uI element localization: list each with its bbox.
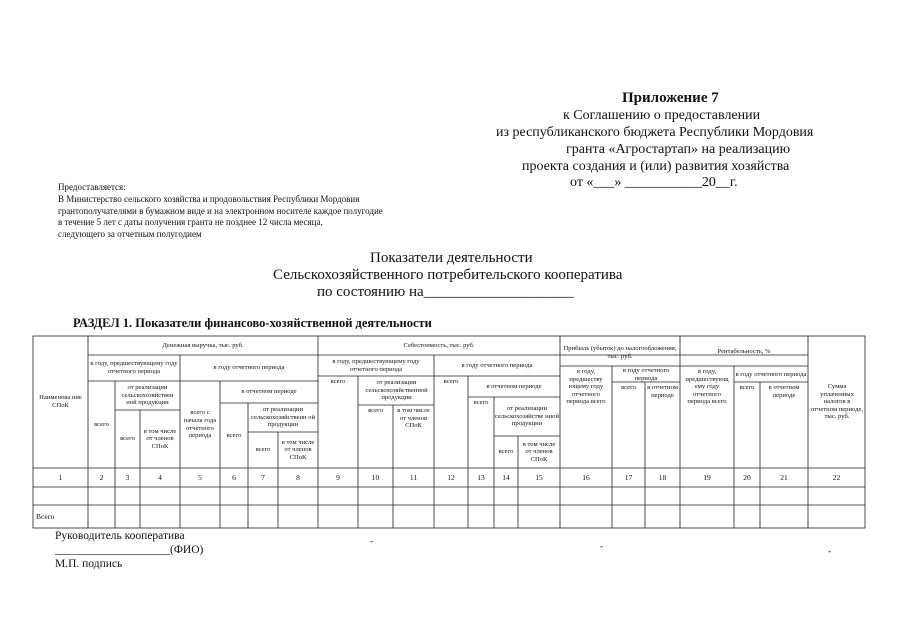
header-cost: Себестоимость, тыс. руб. [403, 341, 475, 349]
header-total: всего [330, 378, 346, 385]
header-total: всего [255, 446, 271, 454]
header-total: всего [621, 384, 636, 391]
column-number: 20 [743, 473, 751, 482]
column-number: 12 [447, 473, 455, 482]
submission-line: В Министерство сельского хозяйства и продовольствия Республики Мордовия [58, 193, 360, 204]
column-number: 8 [296, 473, 300, 482]
column-number: 4 [158, 473, 162, 482]
column-number: 2 [99, 473, 104, 482]
header-profit: Прибыль (убыток) до налогообложения, тыс. руб. [563, 345, 677, 360]
submission-line: грантополучателями в бумажном виде и на электронном носителе каждое полугодие [58, 205, 383, 216]
column-number: 7 [261, 473, 265, 482]
head-label: Руководитель кооператива [55, 530, 185, 542]
column-number: 21 [780, 473, 788, 482]
header-total: всего [443, 378, 459, 385]
header-incl-members: в том числе от членов СПоК [281, 438, 315, 461]
header-total: всего [473, 399, 489, 406]
header-total: всего [226, 431, 242, 439]
column-number: 22 [832, 473, 841, 482]
dash-mark: - [600, 541, 603, 551]
appendix-title: Приложение 7 [622, 90, 719, 106]
header-incl-members: в том числе от членов СПоК [397, 407, 430, 430]
header-cost-curr: в году отчетного периода [461, 361, 533, 369]
header-cost-prev: в году, предшествующему году отчетного периода [332, 357, 420, 373]
heading-line2: Сельскохозяйственного потребительского кооператива [273, 267, 623, 283]
column-number: 3 [125, 473, 130, 482]
total-row-label: Всего [36, 512, 55, 521]
column-number: 1 [58, 473, 63, 482]
header-prof-prev: в году, предшествующ ему году отчетного периода всего [685, 368, 729, 406]
header-profit-prev: в году, предшеству ющему году отчетного периода всего [566, 368, 606, 406]
header-prof-curr: в году отчетного периода [735, 370, 807, 378]
header-in-period: в отчетном периоде [768, 384, 800, 399]
header-sale-agri: от реализации сельскохозяйственн ой продукции [250, 406, 315, 429]
header-incl-members: в том числе от членов СПоК [522, 440, 556, 463]
header-incl-members: в том числе от членов СПоК [143, 427, 177, 450]
header-in-period: в отчетном периоде [241, 388, 297, 396]
column-number: 13 [477, 473, 485, 482]
appendix-line: гранта «Агростартап» на реализацию [566, 142, 791, 157]
column-number: 19 [703, 473, 711, 482]
heading-line3: по состоянию на____________________ [317, 284, 574, 300]
header-sale-agri: от реализации сельскохозяйствен ной продукции [121, 384, 174, 407]
column-number: 16 [582, 473, 590, 482]
column-number: 15 [535, 473, 543, 482]
header-in-period: в отчетном периоде [486, 382, 542, 390]
header-name: Наименова ние СПоК [39, 394, 82, 409]
header-revenue: Денежная выручка, тыс. руб. [162, 341, 244, 349]
section-title: РАЗДЕЛ 1. Показатели финансово-хозяйственной деятельности [73, 316, 432, 330]
stamp-label: М.П. подпись [55, 558, 123, 570]
column-number: 5 [198, 473, 202, 482]
dash-mark: - [370, 536, 373, 546]
column-number: 10 [371, 473, 380, 482]
header-sale-agri: от реализации сельскохозяйственной продукции [365, 379, 428, 402]
header-total: всего [94, 420, 109, 428]
submission-line: следующего за отчетным полугодием [58, 229, 202, 240]
header-sale-agri: от реализации сельскохозяйстве нной продукции [495, 405, 559, 428]
header-rev-prev: в году, предшествующему году отчетного периода [90, 360, 178, 375]
column-number: 6 [232, 473, 236, 482]
appendix-line: к Соглашению о предоставлении [563, 108, 761, 123]
header-total: всего [498, 448, 514, 456]
fio-line: ____________________(ФИО) [55, 544, 204, 556]
column-number: 11 [409, 473, 418, 482]
appendix-line: от «___» ___________20__г. [570, 175, 738, 190]
submission-line: Предоставляется: [58, 182, 126, 192]
submission-note [58, 182, 383, 241]
header-in-period: в отчетном периоде [647, 384, 678, 399]
header-total: всего [368, 407, 383, 414]
column-number: 18 [658, 473, 667, 482]
header-rev-curr: в году отчетного периода [213, 364, 285, 372]
header-since-year: всего с начала года отчетного периода [183, 409, 217, 440]
header-taxes: Сумма уплаченных налогов в отчетном периоде, тыс. руб. [810, 383, 864, 421]
column-number: 17 [624, 473, 633, 482]
column-number: 9 [336, 473, 340, 482]
appendix-line: из республиканского бюджета Республики Мордовия [496, 125, 814, 140]
submission-line: в течение 5 лет с даты получения гранта не позднее 12 числа месяца, [58, 217, 323, 228]
header-profit-curr: в году отчетного периода [622, 367, 670, 382]
heading-line1: Показатели деятельности [370, 250, 533, 266]
header-total: всего [739, 384, 755, 391]
header-total: всего [120, 435, 135, 443]
header-profitability: Рентабельность, % [717, 347, 771, 355]
appendix-line: проекта создания и (или) развития хозяйства [522, 159, 790, 174]
column-number: 14 [502, 473, 510, 482]
dash-mark: - [828, 546, 831, 556]
